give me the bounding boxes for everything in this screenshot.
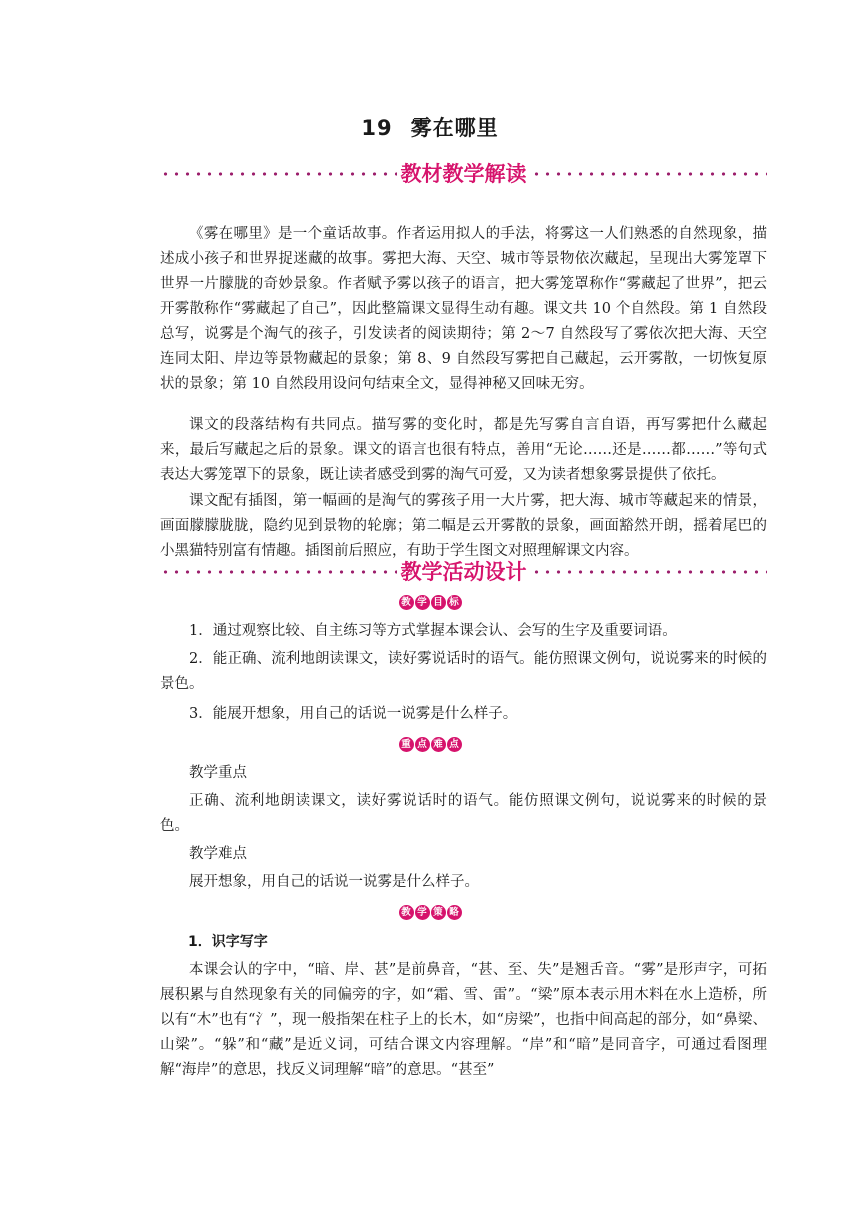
difficult-point-label: 教学难点 <box>189 846 247 862</box>
goal-item-2: 2．能正确、流利地朗读课文，读好雾说话时的语气。能仿照课文例句，说说雾来的时候的景色。 <box>160 651 767 692</box>
lesson-name: 雾在哪里 <box>410 116 499 140</box>
badge-char: 标 <box>447 595 462 610</box>
badge-char: 学 <box>415 595 430 610</box>
badge-char: 学 <box>415 905 430 920</box>
badge-char: 难 <box>431 737 446 752</box>
badge-char: 教 <box>399 905 414 920</box>
badge-teaching-goals <box>0 595 860 610</box>
section-divider-activity <box>160 556 767 586</box>
strategy-paragraph: 本课会认的字中，“暗、岸、甚”是前鼻音，“甚、至、失”是翘舌音。“雾”是形声字，可拓展积累与自然现象有关的同偏旁的字，如“霜、雪、雷”。“梁”原本表示用木料在水上造桥，所以有“木”也有“氵”，现一般指架在柱子上的长木，如“房梁”，也指中间高起的部分，如“鼻梁、山梁”。“躲”和“藏”是近义词，可结合课文内容理解。“岸”和“暗”是同音字，可通过看图理解“海岸”的意思，找反义词理解“暗”的意思。“甚至” <box>160 962 767 1078</box>
badge-teaching-strategy <box>0 905 860 920</box>
section-heading-interpretation: 教材教学解读 <box>400 162 527 186</box>
interpretation-paragraph-3: 课文配有插图，第一幅画的是淘气的雾孩子用一大片雾，把大海、城市等藏起来的情景，画面朦朦胧胧，隐约见到景物的轮廓；第二幅是云开雾散的景象，画面豁然开朗，摇着尾巴的小黑猫特别富有情趣。插图前后照应，有助于学生图文对照理解课文内容。 <box>160 493 767 559</box>
badge-char: 略 <box>447 905 462 920</box>
section-divider-interpretation <box>160 158 767 188</box>
key-point-label: 教学重点 <box>189 765 247 781</box>
key-point-text: 正确、流利地朗读课文，读好雾说话时的语气。能仿照课文例句，说说雾来的时候的景色。 <box>160 793 767 834</box>
difficult-point-text: 展开想象，用自己的话说一说雾是什么样子。 <box>189 874 479 890</box>
interpretation-paragraph-2: 课文的段落结构有共同点。描写雾的变化时，都是先写雾自言自语，再写雾把什么藏起来，最后写藏起之后的景象。课文的语言也很有特点，善用“无论……还是……都……”等句式表达大雾笼罩下的景象，既让读者感受到雾的淘气可爱，又为读者想象雾景提供了依托。 <box>160 417 767 483</box>
dotted-rule-right <box>531 172 768 176</box>
badge-key-difficult-points <box>0 737 860 752</box>
dotted-rule-left <box>160 570 397 574</box>
strategy-heading: 1．识字写字 <box>188 934 268 950</box>
badge-char: 点 <box>447 737 462 752</box>
badge-char: 策 <box>431 905 446 920</box>
interpretation-paragraph-1: 《雾在哪里》是一个童话故事。作者运用拟人的手法，将雾这一人们熟悉的自然现象，描述成小孩子和世界捉迷藏的故事。雾把大海、天空、城市等景物依次藏起，呈现出大雾笼罩下世界一片朦胧的奇妙景象。作者赋予雾以孩子的语言，把大雾笼罩称作“雾藏起了世界”，把云开雾散称作“雾藏起了自己”，因此整篇课文显得生动有趣。课文共 10 个自然段。第 1 自然段总写，说雾是个淘气的孩子，引发读者的阅读期待；第 2～7 自然段写了雾依次把大海、天空连同太阳、岸边等景物藏起的景象；第 8、9 自然段写雾把自己藏起，云开雾散，一切恢复原状的景象；第 10 自然段用设问句结束全文，显得神秘又回味无穷。 <box>160 226 767 392</box>
badge-char: 教 <box>399 595 414 610</box>
lesson-number: 19 <box>361 116 393 140</box>
badge-char: 目 <box>431 595 446 610</box>
dotted-rule-right <box>531 570 768 574</box>
dotted-rule-left <box>160 172 397 176</box>
goal-item-3: 3．能展开想象，用自己的话说一说雾是什么样子。 <box>189 706 518 722</box>
lesson-title <box>0 112 860 142</box>
badge-char: 重 <box>399 737 414 752</box>
badge-char: 点 <box>415 737 430 752</box>
section-heading-activity: 教学活动设计 <box>400 560 527 584</box>
goal-item-1: 1．通过观察比较、自主练习等方式掌握本课会认、会写的生字及重要词语。 <box>189 623 677 639</box>
